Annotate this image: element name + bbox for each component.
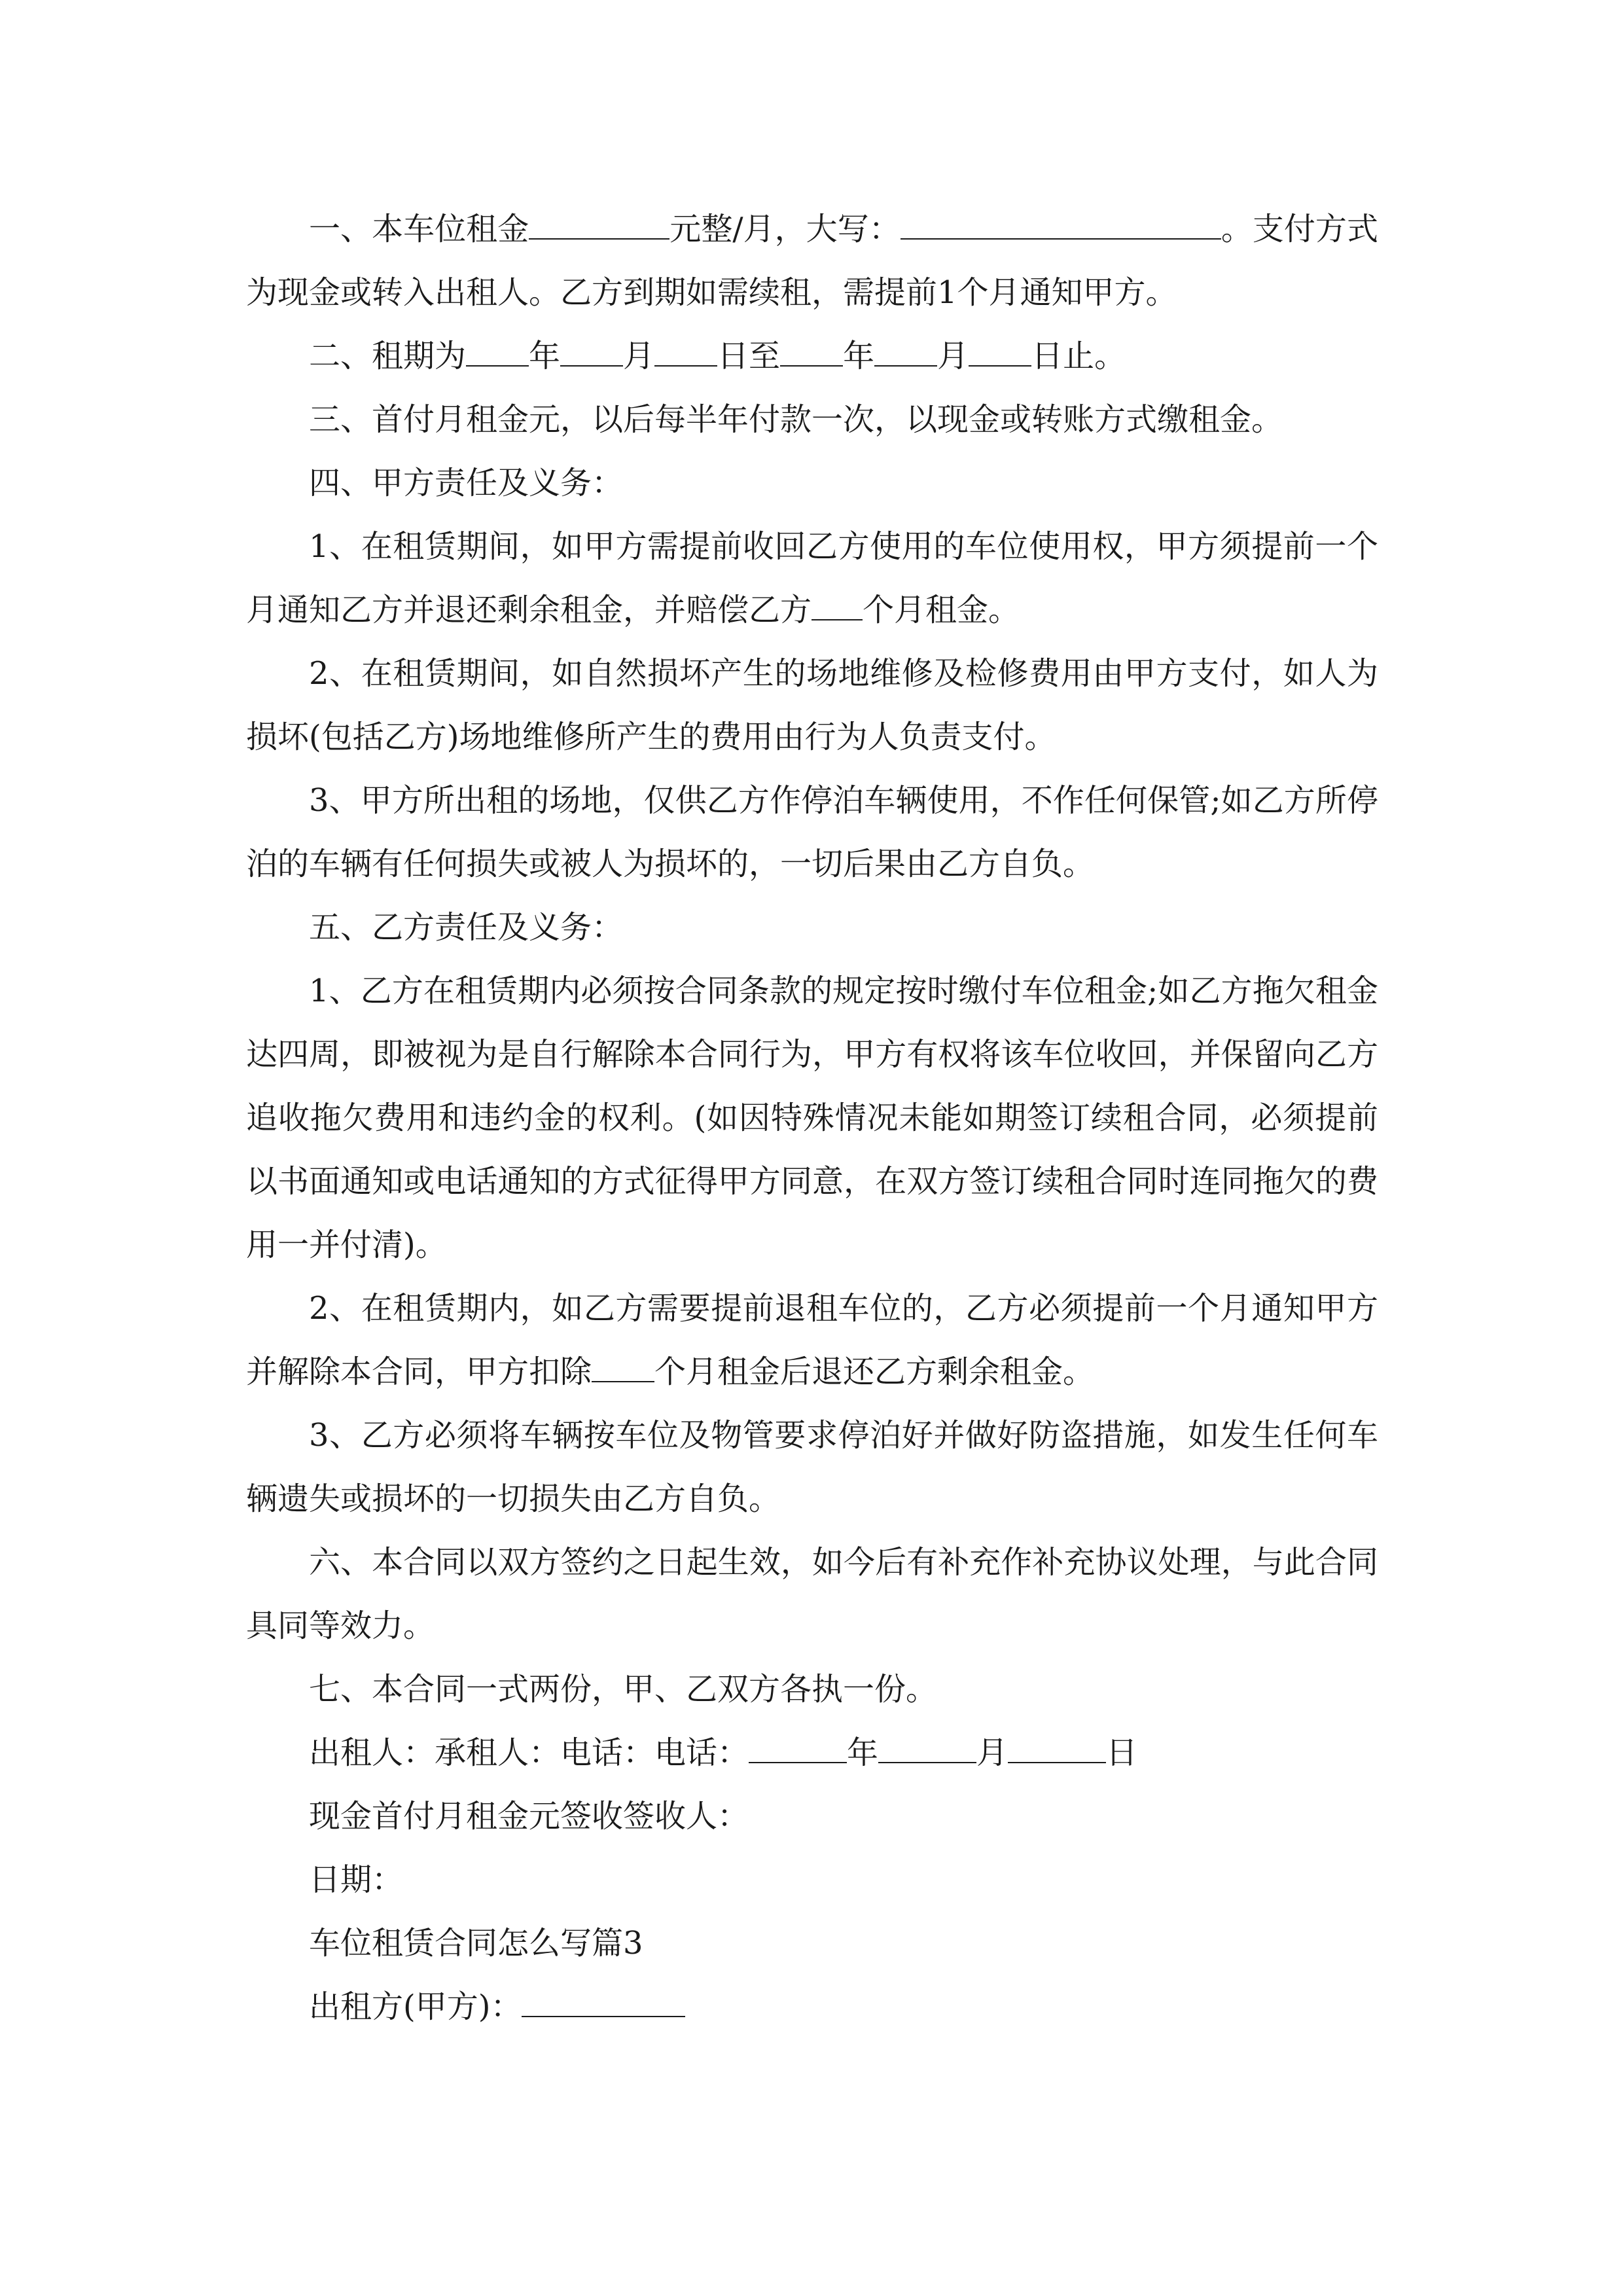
- blank-sign-year: [749, 1732, 847, 1763]
- text: 。支付方式为现金或转入出租人。乙方到期如需续租，需提前1个月通知甲方。: [246, 211, 1378, 311]
- text: 个月租金。: [863, 592, 1020, 628]
- text: 月: [937, 338, 969, 374]
- blank-lessor-name: [522, 1986, 685, 2017]
- text: 一、本车位租金: [309, 211, 529, 247]
- date-line: 日期：: [309, 1861, 404, 1898]
- text: 月: [623, 338, 655, 374]
- signature-line: [246, 1721, 1378, 1785]
- blank-start-day: [654, 335, 717, 367]
- blank-sign-month: [878, 1732, 976, 1763]
- text: 日止。: [1031, 338, 1126, 374]
- text: 个月租金后退还乙方剩余租金。: [654, 1354, 1095, 1390]
- clause-lessee-2: [246, 1277, 1378, 1404]
- heading-lessee-duties: 五、乙方责任及义务：: [309, 909, 624, 946]
- heading-lessor-duties: 四、甲方责任及义务：: [309, 465, 624, 501]
- contract-body: [246, 198, 1378, 2039]
- blank-rent-amount: [529, 208, 669, 240]
- receipt-line: 现金首付月租金元签收签收人：: [309, 1798, 749, 1835]
- text: 月: [976, 1734, 1008, 1771]
- text: 元整/月，大写：: [669, 211, 901, 247]
- lessor-party-line: [246, 1975, 1378, 2039]
- text: 年: [847, 1734, 879, 1771]
- clause-lease-term: [246, 325, 1378, 388]
- clause-lessor-2: 2、在租赁期间，如自然损坏产生的场地维修及检修费用由甲方支付，如人为损坏(包括乙方)场地维修所产生的费用由行为人负责支付。: [246, 655, 1378, 755]
- section-title: 车位租赁合同怎么写篇3: [309, 1925, 643, 1962]
- blank-sign-day: [1008, 1732, 1106, 1763]
- clause-rent-amount: [246, 198, 1378, 325]
- clause-lessee-3: 3、乙方必须将车辆按车位及物管要求停泊好并做好防盗措施，如发生任何车辆遗失或损坏的一切损失由乙方自负。: [246, 1417, 1378, 1517]
- blank-end-month: [874, 335, 937, 367]
- text: 日: [1106, 1734, 1138, 1771]
- blank-end-day: [969, 335, 1031, 367]
- text: 年: [529, 338, 561, 374]
- clause-first-payment: 三、首付月租金元，以后每半年付款一次，以现金或转账方式缴租金。: [309, 401, 1283, 438]
- blank-rent-uppercase: [901, 208, 1221, 240]
- clause-effective: 六、本合同以双方签约之日起生效，如今后有补充作补充协议处理，与此合同具同等效力。: [246, 1544, 1378, 1644]
- blank-deduction-months: [592, 1351, 654, 1382]
- blank-start-year: [466, 335, 529, 367]
- clause-lessor-1: [246, 515, 1378, 642]
- blank-compensation-months: [812, 589, 863, 620]
- text: 日至: [717, 338, 781, 374]
- clause-lessee-1: 1、乙方在租赁期内必须按合同条款的规定按时缴付车位租金;如乙方拖欠租金达四周，即被视为是自行解除本合同行为，甲方有权将该车位收回，并保留向乙方追收拖欠费用和违约金的权利。(如因特殊情况未能如期签订续租合同，必须提前以书面通知或电话通知的方式征得甲方同意，在双方签订续租合同时连同拖欠的费用一并付清)。: [246, 973, 1378, 1263]
- text: 1、在租赁期间，如甲方需提前收回乙方使用的车位使用权，甲方须提前一个月通知乙方并退还剩余租金，并赔偿乙方: [246, 528, 1378, 628]
- text: 2、在租赁期内，如乙方需要提前退租车位的，乙方必须提前一个月通知甲方并解除本合同，甲方扣除: [246, 1290, 1378, 1390]
- text: 年: [843, 338, 875, 374]
- blank-end-year: [780, 335, 843, 367]
- blank-start-month: [560, 335, 623, 367]
- text: 出租方(甲方)：: [309, 1988, 522, 2025]
- text: 出租人：承租人：电话：电话：: [309, 1734, 749, 1771]
- clause-lessor-3: 3、甲方所出租的场地，仅供乙方作停泊车辆使用，不作任何保管;如乙方所停泊的车辆有任何损失或被人为损坏的，一切后果由乙方自负。: [246, 782, 1378, 882]
- text: 二、租期为: [309, 338, 467, 374]
- clause-copies: 七、本合同一式两份，甲、乙双方各执一份。: [309, 1671, 938, 1708]
